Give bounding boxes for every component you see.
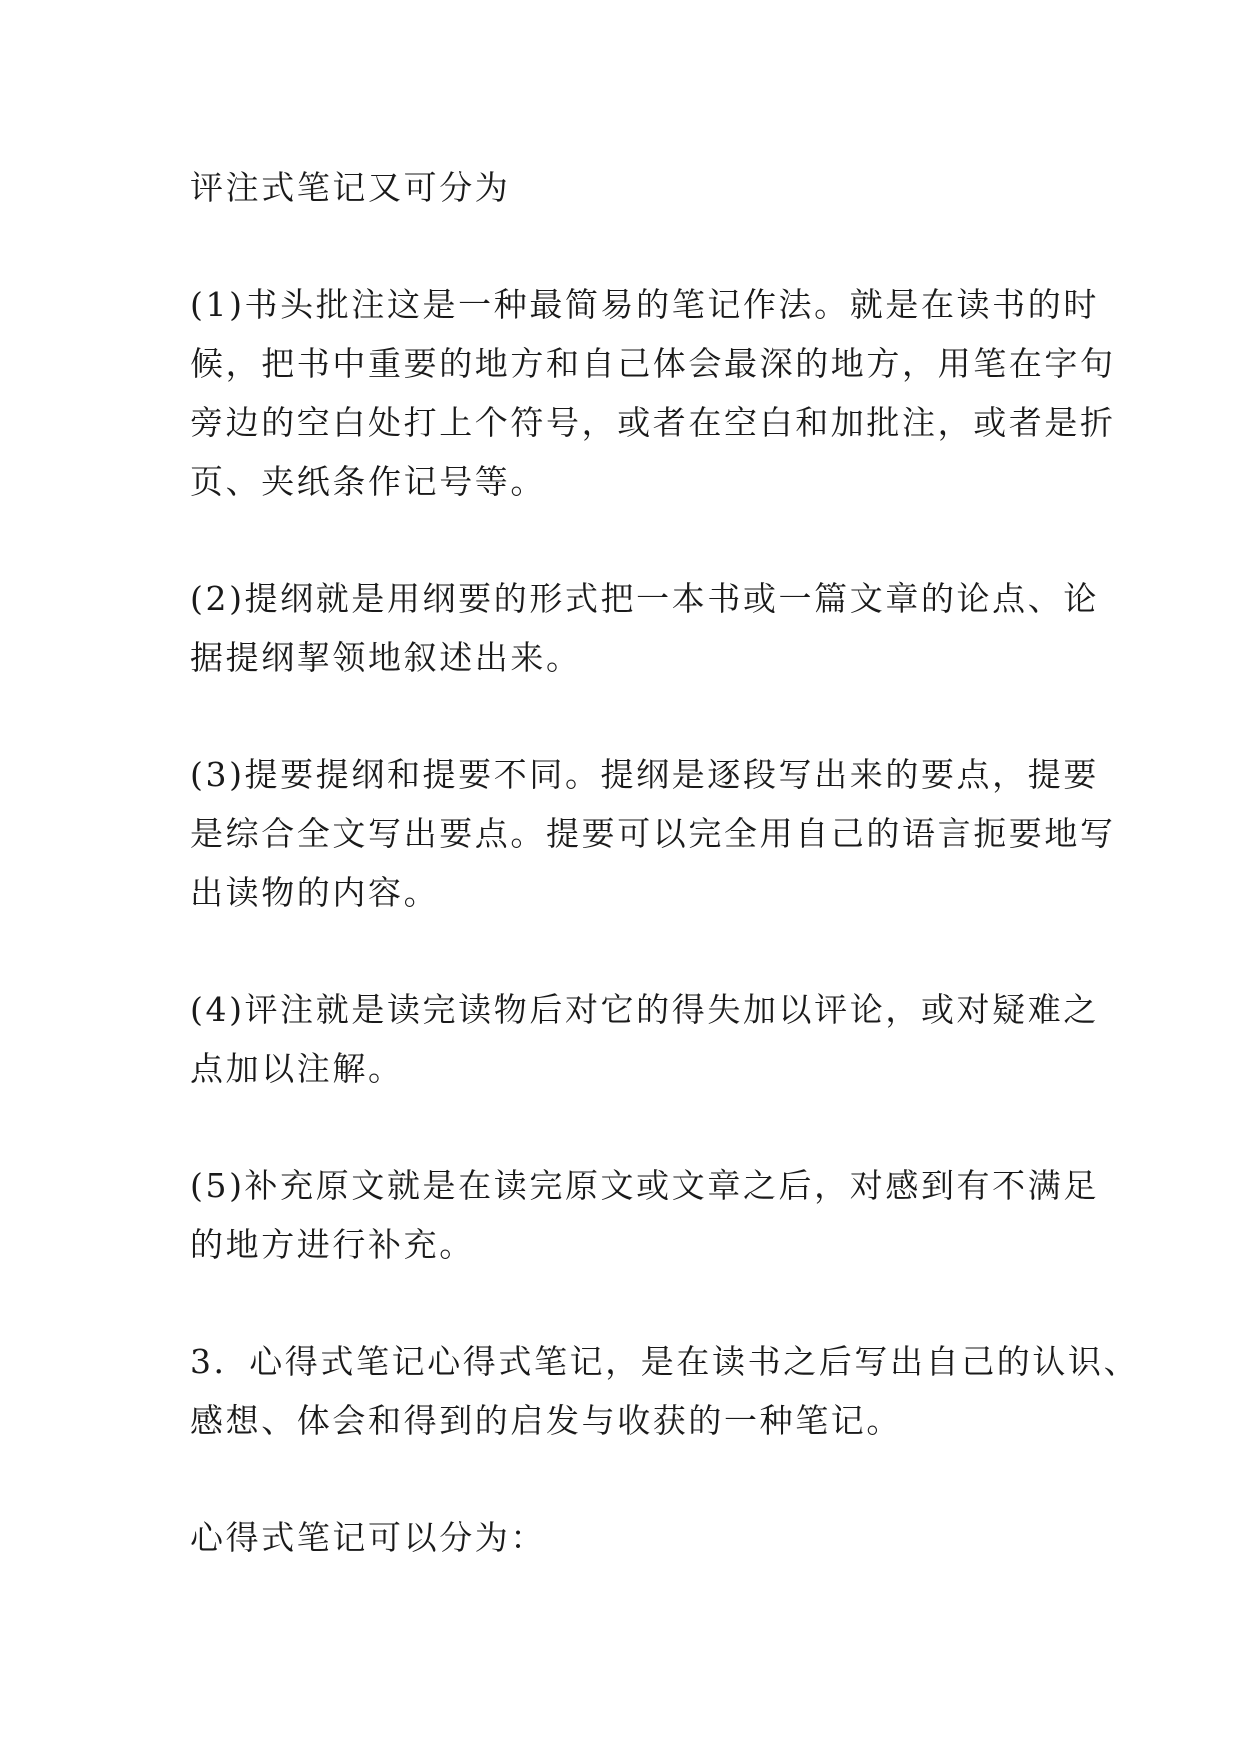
paragraph-item-2 (190, 569, 1099, 687)
document-body (190, 158, 1140, 1625)
paragraph-closing (190, 1508, 1070, 1567)
paragraph-intro (190, 158, 1070, 217)
paragraph-item-1 (190, 275, 1116, 511)
text-line: 出读物的内容。 (190, 873, 440, 912)
paragraph-section-3 (190, 1332, 1140, 1450)
text-line: 点加以注解。 (190, 1049, 404, 1088)
paragraph-item-5 (190, 1156, 1099, 1274)
text-line: (4)评注就是读完读物后对它的得失加以评论，或对疑难之 (190, 990, 1099, 1029)
text-line: 据提纲挈领地叙述出来。 (190, 638, 582, 677)
text-line: 感想、体会和得到的启发与收获的一种笔记。 (190, 1401, 902, 1440)
text-line: (3)提要提纲和提要不同。提纲是逐段写出来的要点，提要 (190, 755, 1099, 794)
text-line: 候，把书中重要的地方和自己体会最深的地方，用笔在字句 (190, 344, 1116, 383)
paragraph-item-4 (190, 980, 1099, 1098)
text-line: 的地方进行补充。 (190, 1225, 475, 1264)
text-line: 是综合全文写出要点。提要可以完全用自己的语言扼要地写 (190, 814, 1116, 853)
paragraph-item-3 (190, 745, 1116, 922)
text-line: (5)补充原文就是在读完原文或文章之后，对感到有不满足 (190, 1166, 1099, 1205)
text-line: (2)提纲就是用纲要的形式把一本书或一篇文章的论点、论 (190, 579, 1099, 618)
text-line: 页、夹纸条作记号等。 (190, 462, 546, 501)
text-line: 心得式笔记可以分为： (190, 1518, 546, 1557)
text-line: 3．心得式笔记心得式笔记，是在读书之后写出自己的认识、 (190, 1342, 1140, 1381)
text-line: 旁边的空白处打上个符号，或者在空白和加批注，或者是折 (190, 403, 1116, 442)
text-line: 评注式笔记又可分为 (190, 168, 511, 207)
text-line: (1)书头批注这是一种最简易的笔记作法。就是在读书的时 (190, 285, 1099, 324)
